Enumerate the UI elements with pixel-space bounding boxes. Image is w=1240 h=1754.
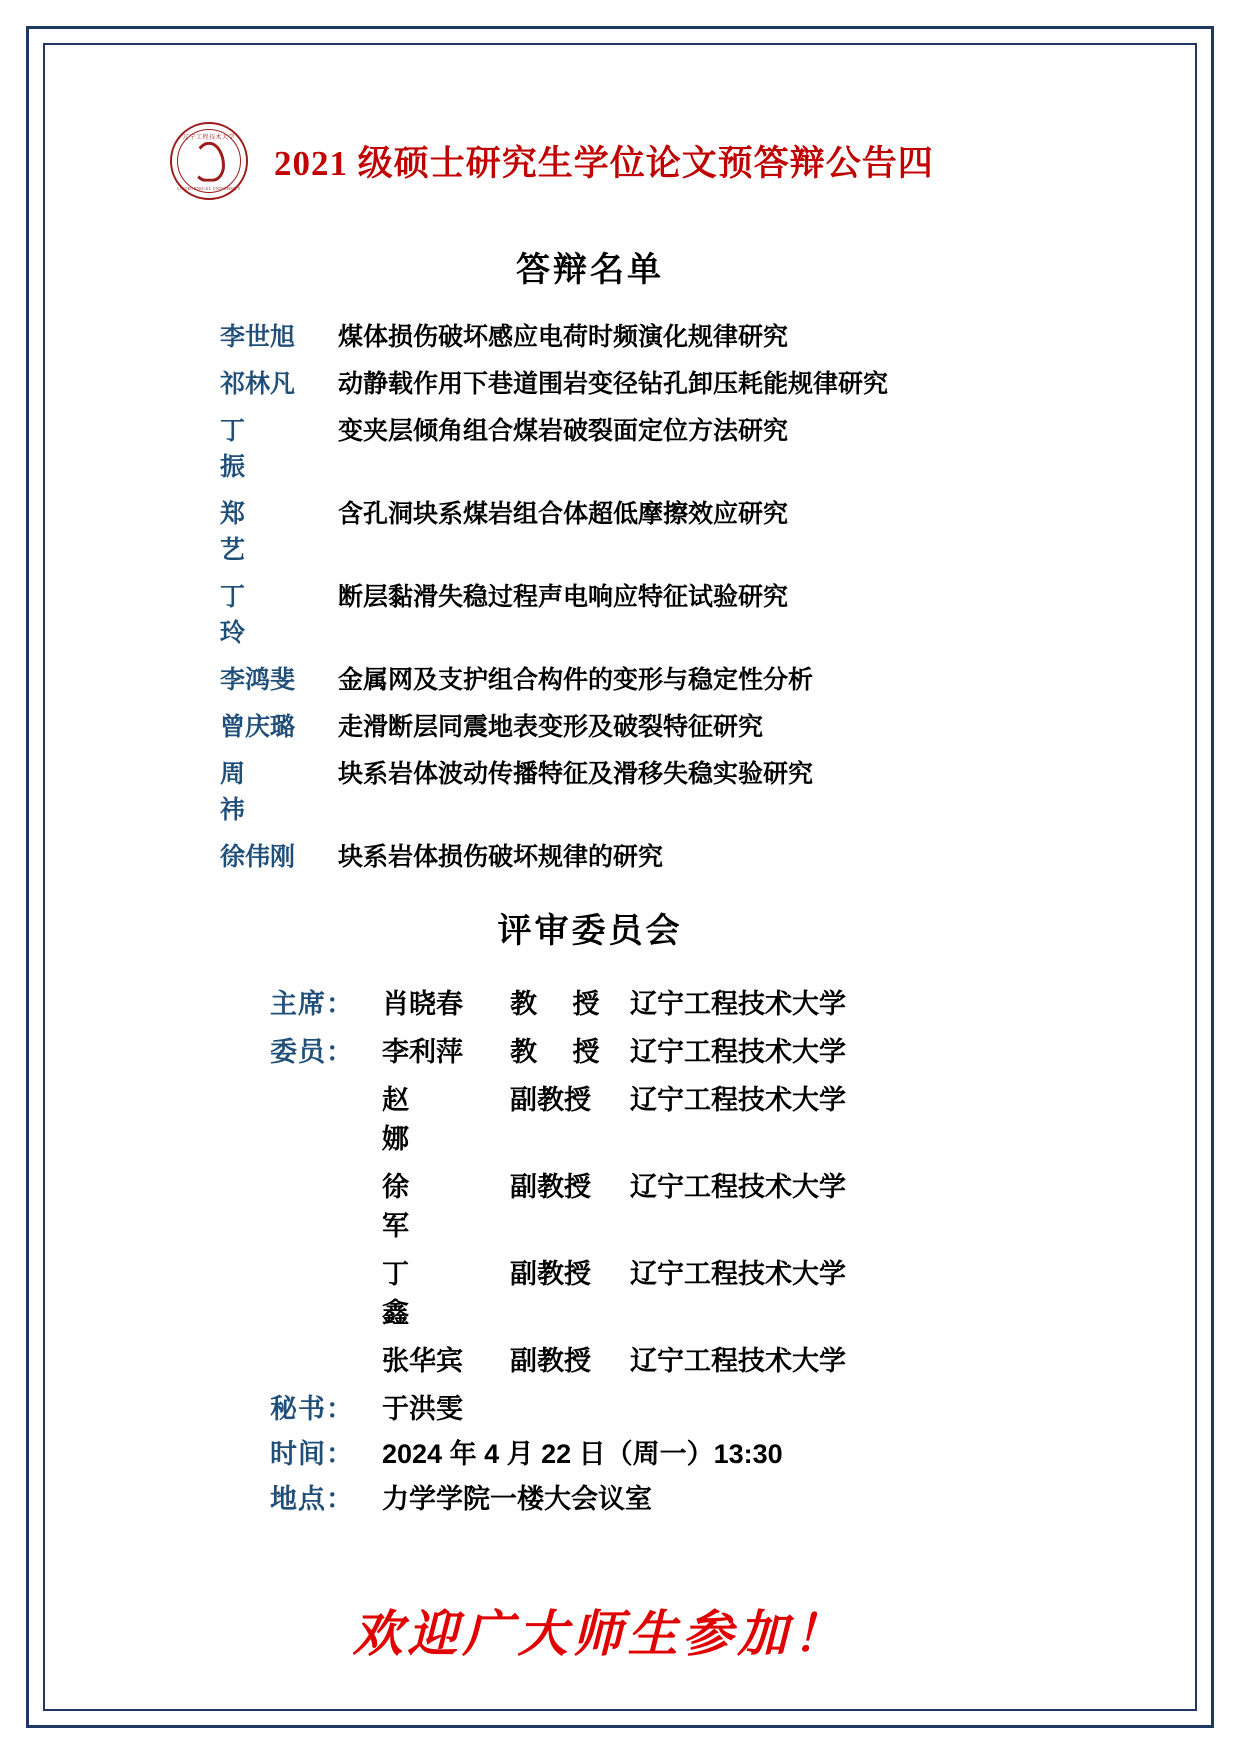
member-label-blank [270,1259,382,1290]
committee-member-rank: 副教授 [510,1346,591,1376]
defense-list-row [220,707,1170,743]
committee-row [270,1078,1170,1156]
committee-member-org: 辽宁工程技术大学 [630,1259,846,1289]
committee-member-name: 丁 鑫 [382,1259,433,1328]
page-title: 2021 级硕士研究生学位论文预答辩公告四 [274,144,934,183]
committee-member-name: 徐 军 [382,1172,433,1241]
committee-info-row [270,1432,1170,1471]
committee-row [270,982,1170,1021]
seal-mark-icon [193,142,225,182]
university-seal-icon [170,122,248,200]
place-value: 力学学院一楼大会议室 [382,1484,652,1514]
defense-list [70,317,1170,873]
committee-member-org: 辽宁工程技术大学 [630,1085,846,1115]
committee-member-name: 赵 娜 [382,1085,433,1154]
committee-row [270,1030,1170,1069]
secretary-label: 秘书： [270,1394,354,1424]
student-name: 郑 艺 [220,500,268,564]
defense-list-row [220,660,1170,696]
defense-list-row [220,577,1170,649]
defense-list-row [220,411,1170,483]
seal-bottom-text: LN TECHNICAL UNIVERSITY [177,186,241,191]
member-label-blank [270,1172,382,1203]
committee-member-rank: 副教授 [510,1085,591,1115]
committee-member-rank: 副教授 [510,1259,591,1289]
committee-member-org: 辽宁工程技术大学 [630,1037,846,1067]
committee-info-row [270,1477,1170,1516]
committee-member-org: 辽宁工程技术大学 [630,1346,846,1376]
thesis-topic: 动静载作用下巷道围岩变径钻孔卸压耗能规律研究 [338,370,889,398]
defense-list-row [220,837,1170,873]
thesis-topic: 断层黏滑失稳过程声电响应特征试验研究 [338,583,789,611]
defense-list-heading: 答辩名单 [516,252,664,289]
student-name: 祁林凡 [220,370,296,398]
student-name: 李世旭 [220,323,296,351]
thesis-topic: 变夹层倾角组合煤岩破裂面定位方法研究 [338,417,789,445]
student-name: 徐伟刚 [220,843,296,871]
document-header [70,122,1170,200]
committee-info-row [270,1387,1170,1426]
student-name: 曾庆璐 [220,713,296,741]
defense-list-row [220,364,1170,400]
document-content [70,60,1170,1714]
thesis-topic: 含孔洞块系煤岩组合体超低摩擦效应研究 [338,500,789,528]
committee-row [270,1252,1170,1330]
committee-block [70,982,1170,1516]
committee-member-name: 肖晓春 [382,989,463,1019]
defense-list-row [220,317,1170,353]
committee-row [270,1165,1170,1243]
committee-member-rank: 副教授 [510,1172,591,1202]
thesis-topic: 块系岩体波动传播特征及滑移失稳实验研究 [338,760,814,788]
time-value: 2024 年 4 月 22 日（周一）13:30 [382,1439,783,1469]
thesis-topic: 煤体损伤破坏感应电荷时频演化规律研究 [338,323,789,351]
seal-top-text: 辽宁工程技术大学 [182,135,235,141]
thesis-topic: 走滑断层同震地表变形及破裂特征研究 [338,713,764,741]
member-label: 委员： [270,1037,354,1067]
student-name: 丁 振 [220,417,268,481]
member-label-blank [270,1085,382,1116]
defense-list-row [220,494,1170,566]
place-label: 地点： [270,1484,354,1514]
student-name: 周 祎 [220,760,268,824]
welcome-slogan: 欢迎广大师生参加！ [352,1604,848,1663]
committee-member-name: 张华宾 [382,1346,463,1376]
committee-member-org: 辽宁工程技术大学 [630,989,846,1019]
committee-member-org: 辽宁工程技术大学 [630,1172,846,1202]
student-name: 丁 玲 [220,583,268,647]
secretary-value: 于洪雯 [382,1394,463,1424]
time-label: 时间： [270,1439,354,1469]
committee-heading: 评审委员会 [497,913,683,950]
defense-list-row [220,754,1170,826]
committee-member-name: 李利萍 [382,1037,463,1067]
thesis-topic: 块系岩体损伤破坏规律的研究 [338,843,664,871]
committee-member-rank: 教 授 [510,1037,614,1067]
chair-label: 主席： [270,989,354,1019]
committee-row [270,1339,1170,1378]
member-label-blank [270,1346,382,1377]
student-name: 李鸿斐 [220,666,296,694]
committee-member-rank: 教 授 [510,989,614,1019]
thesis-topic: 金属网及支护组合构件的变形与稳定性分析 [338,666,814,694]
